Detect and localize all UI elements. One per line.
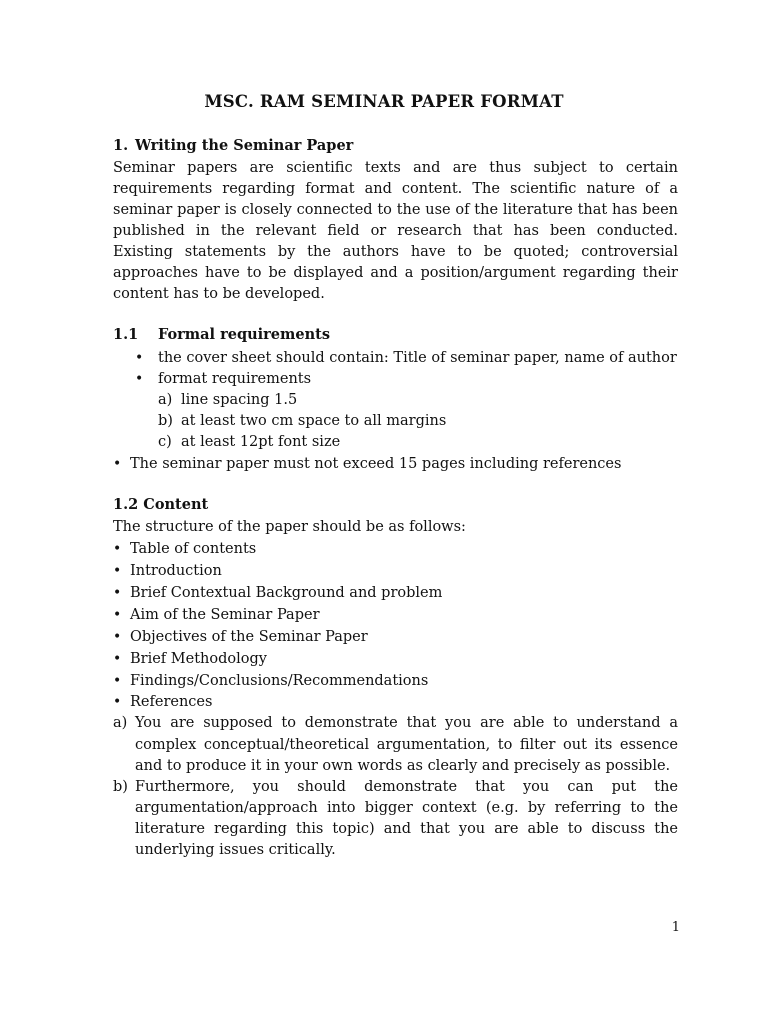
- sub-item-marker: c): [158, 434, 172, 450]
- list-item: Aim of the Seminar Paper: [130, 607, 320, 623]
- bullet-icon: •: [113, 563, 122, 579]
- item-a-line: complex conceptual/theoretical argumentation, to filter out its essence: [135, 737, 678, 753]
- list-item: References: [130, 694, 213, 710]
- section-1-2-intro: The structure of the paper should be as follows:: [113, 519, 466, 535]
- sub-item-marker: a): [158, 392, 173, 408]
- item-b-line: argumentation/approach into bigger context (e.g. by referring to the: [135, 800, 678, 816]
- list-item: format requirements: [158, 371, 312, 387]
- page-title: MSC. RAM SEMINAR PAPER FORMAT: [204, 92, 564, 111]
- item-a-line: You are supposed to demonstrate that you are able to understand a: [135, 715, 678, 731]
- item-b-marker: b): [113, 779, 128, 795]
- bullet-icon: •: [113, 651, 122, 667]
- list-item: Findings/Conclusions/Recommendations: [130, 673, 429, 689]
- section-1-1-heading: Formal requirements: [158, 326, 330, 343]
- section-1-1-number: 1.1: [113, 326, 139, 343]
- sub-item-text: at least 12pt font size: [181, 434, 341, 450]
- sub-item-text: line spacing 1.5: [181, 392, 298, 408]
- list-item: Objectives of the Seminar Paper: [130, 629, 368, 645]
- page-number: 1: [671, 920, 680, 935]
- section-1-number: 1.: [113, 137, 129, 154]
- list-item: Table of contents: [130, 541, 257, 557]
- list-item: Introduction: [130, 563, 222, 579]
- sub-item-marker: b): [158, 413, 173, 429]
- list-item: Brief Contextual Background and problem: [130, 585, 443, 601]
- list-item: The seminar paper must not exceed 15 pages including references: [130, 456, 622, 472]
- bullet-icon: •: [135, 350, 144, 366]
- bullet-icon: •: [113, 456, 122, 472]
- bullet-icon: •: [113, 607, 122, 623]
- bullet-icon: •: [113, 629, 122, 645]
- section-1-heading: Writing the Seminar Paper: [135, 137, 354, 154]
- bullet-icon: •: [113, 673, 122, 689]
- item-b-line: literature regarding this topic) and that you are able to discuss the: [135, 821, 678, 837]
- bullet-icon: •: [113, 585, 122, 601]
- bullet-icon: •: [113, 694, 122, 710]
- list-item: Brief Methodology: [130, 651, 267, 667]
- list-item: the cover sheet should contain: Title of seminar paper, name of author: [158, 350, 677, 366]
- section-1-paragraph: Seminar papers are scientific texts and are thus subject to certain requirements regarding format and content. The scientific nature of a seminar paper is closely connected to the use of the literature that has been published in the relevant field or research that has been conducted. Existing statements by the authors have to be quoted; controversial approaches have to be displayed and a position/argument regarding their content has to be developed.: [113, 160, 678, 302]
- item-b-line: underlying issues critically.: [135, 842, 336, 858]
- section-1-2-heading: 1.2 Content: [113, 496, 209, 513]
- bullet-icon: •: [113, 541, 122, 557]
- sub-item-text: at least two cm space to all margins: [181, 413, 447, 429]
- item-a-line: and to produce it in your own words as clearly and precisely as possible.: [135, 758, 671, 774]
- item-b-line: Furthermore, you should demonstrate that you can put the: [135, 779, 678, 795]
- bullet-icon: •: [135, 371, 144, 387]
- item-a-marker: a): [113, 715, 128, 731]
